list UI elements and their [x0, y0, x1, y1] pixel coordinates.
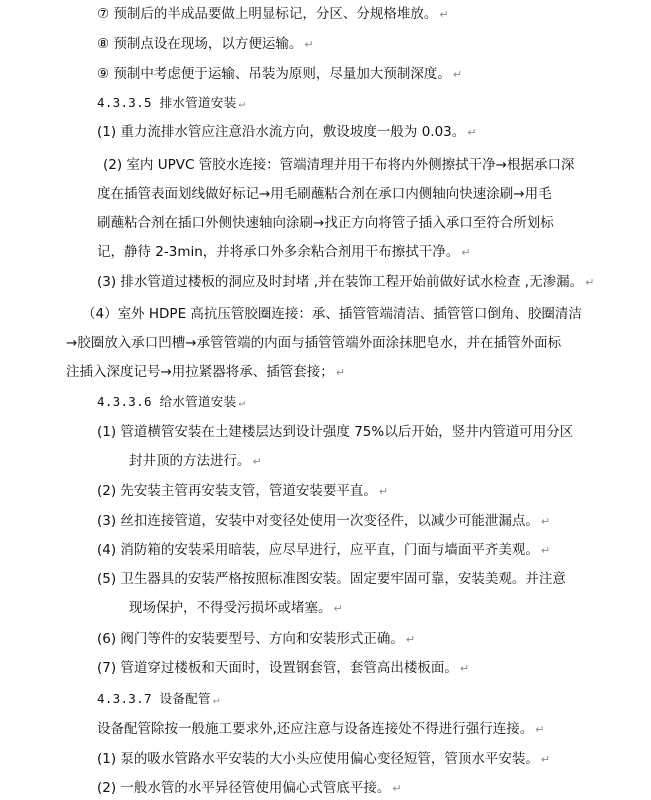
heading-text: 4.3.3.5 排水管道安装: [97, 95, 237, 110]
item-text: →胶圈放入承口凹槽→承管管端的内面与插管管端外面涂抹肥皂水，并在插管外面标: [66, 335, 562, 351]
item-text: (7) 管道穿过楼板和天面时，设置钢套管，套管高出楼板面。: [97, 660, 458, 676]
list-item-9: [97, 64, 462, 84]
item-text: ⑦ 预制后的半成品要做上明显标记，分区、分规格堆放。: [97, 6, 438, 22]
heading-text: 4.3.3.7 设备配管: [97, 691, 211, 706]
section-heading-4335: [97, 93, 245, 113]
paragraph-mark-icon: ↵: [405, 633, 416, 646]
water-item-6: [97, 629, 415, 649]
paragraph-mark-icon: ↵: [452, 68, 463, 81]
paragraph-mark-icon: ↵: [212, 693, 220, 706]
water-item-1-line-2: [129, 451, 262, 471]
equip-item-1: [97, 749, 550, 769]
drain-item-4-line-1: [82, 304, 582, 324]
item-text: (2) 室内 UPVC 管胶水连接：管端清理并用干布将内外侧擦拭干净→根据承口深: [103, 157, 575, 173]
item-text: 现场保护，不得受污损坏或堵塞。: [129, 600, 332, 616]
item-text: （4）室外 HDPE 高抗压管胶圈连接：承、插管管端清洁、插管管口倒角、胶圈清洁: [82, 306, 582, 322]
water-item-5-line-1: [97, 569, 566, 589]
list-item-7: [97, 4, 449, 24]
water-item-5-line-2: [129, 598, 343, 618]
section-heading-4336: [97, 392, 245, 412]
item-text: ⑧ 预制点设在现场，以方便运输。: [97, 36, 303, 52]
water-item-4: [97, 540, 550, 560]
item-text: (1) 管道横管安装在土建楼层达到设计强度 75%以后开始，竖井内管道可用分区: [97, 424, 574, 440]
item-text: (4) 消防箱的安装采用暗装，应尽早进行，应平直，门面与墙面平齐美观。: [97, 542, 539, 558]
paragraph-mark-icon: ↵: [461, 246, 471, 259]
item-text: (2) 先安装主管再安装支管，管道安装要平直。: [97, 483, 377, 499]
equip-item-2: [97, 778, 402, 798]
equip-intro: [97, 719, 545, 739]
item-text: (3) 排水管道过楼板的洞应及时封堵 ,并在装饰工程开始前做好试水检查 ,无渗漏。: [97, 274, 584, 290]
drain-item-2-line-2: [97, 184, 552, 204]
drain-item-4-line-3: [66, 362, 345, 382]
item-text: (1) 泵的吸水管路水平安装的大小头应使用偏心变径短管，管顶水平安装。: [97, 751, 539, 767]
paragraph-mark-icon: ↵: [304, 38, 314, 51]
paragraph-mark-icon: ↵: [540, 544, 551, 557]
paragraph-mark-icon: ↵: [585, 276, 595, 289]
water-item-1-line-1: [97, 422, 573, 442]
item-text: (2) 一般水管的水平异径管使用偏心式管底平接。: [97, 780, 391, 796]
paragraph-mark-icon: ↵: [238, 97, 246, 110]
item-text: (3) 丝扣连接管道，安装中对变径处使用一次变径件，以减少可能泄漏点。: [97, 513, 539, 529]
water-item-3: [97, 511, 550, 531]
paragraph-mark-icon: ↵: [238, 396, 246, 409]
paragraph-mark-icon: ↵: [252, 455, 262, 468]
water-item-2: [97, 481, 388, 501]
drain-item-3: [97, 272, 594, 292]
drain-item-4-line-2: [66, 333, 561, 353]
drain-item-2-line-3: [97, 213, 554, 233]
paragraph-mark-icon: ↵: [335, 366, 346, 379]
paragraph-mark-icon: ↵: [467, 126, 477, 139]
section-heading-4337: [97, 689, 220, 709]
item-text: 记，静待 2-3min，并将承口外多余粘合剂用干布擦拭干净。: [97, 244, 460, 260]
drain-item-2-line-1: [103, 155, 575, 175]
item-text: (1) 重力流排水管应注意沿水流方向，敷设坡度一般为 0.03。: [97, 124, 466, 140]
item-text: (5) 卫生器具的安装严格按照标准图安装。固定要牢固可靠，安装美观。并注意: [97, 571, 566, 587]
drain-item-2-line-4: [97, 242, 471, 262]
paragraph-mark-icon: ↵: [439, 8, 449, 21]
paragraph-mark-icon: ↵: [392, 782, 402, 795]
heading-text: 4.3.3.6 给水管道安装: [97, 394, 237, 409]
item-text: 注插入深度记号→用拉紧器将承、插管套接；: [66, 364, 334, 380]
water-item-7: [97, 658, 469, 678]
paragraph-mark-icon: ↵: [333, 602, 343, 615]
paragraph-mark-icon: ↵: [459, 662, 470, 675]
item-text: ⑨ 预制中考虑便于运输、吊装为原则，尽量加大预制深度。: [97, 66, 451, 82]
drain-item-1: [97, 122, 476, 142]
item-text: 封井顶的方法进行。: [129, 453, 251, 469]
paragraph-mark-icon: ↵: [535, 723, 545, 736]
paragraph-mark-icon: ↵: [540, 515, 551, 528]
paragraph-text: 设备配管除按一般施工要求外,还应注意与设备连接处不得进行强行连接。: [97, 721, 534, 737]
item-text: 度在插管表面划线做好标记→用毛刷蘸粘合剂在承口内侧轴向快速涂刷→用毛: [97, 186, 552, 202]
item-text: 刷蘸粘合剂在插口外侧快速轴向涂刷→找正方向将管子插入承口至符合所划标: [97, 215, 554, 231]
paragraph-mark-icon: ↵: [540, 753, 551, 766]
list-item-8: [97, 34, 314, 54]
item-text: (6) 阀门等件的安装要型号、方向和安装形式正确。: [97, 631, 404, 647]
paragraph-mark-icon: ↵: [378, 485, 389, 498]
